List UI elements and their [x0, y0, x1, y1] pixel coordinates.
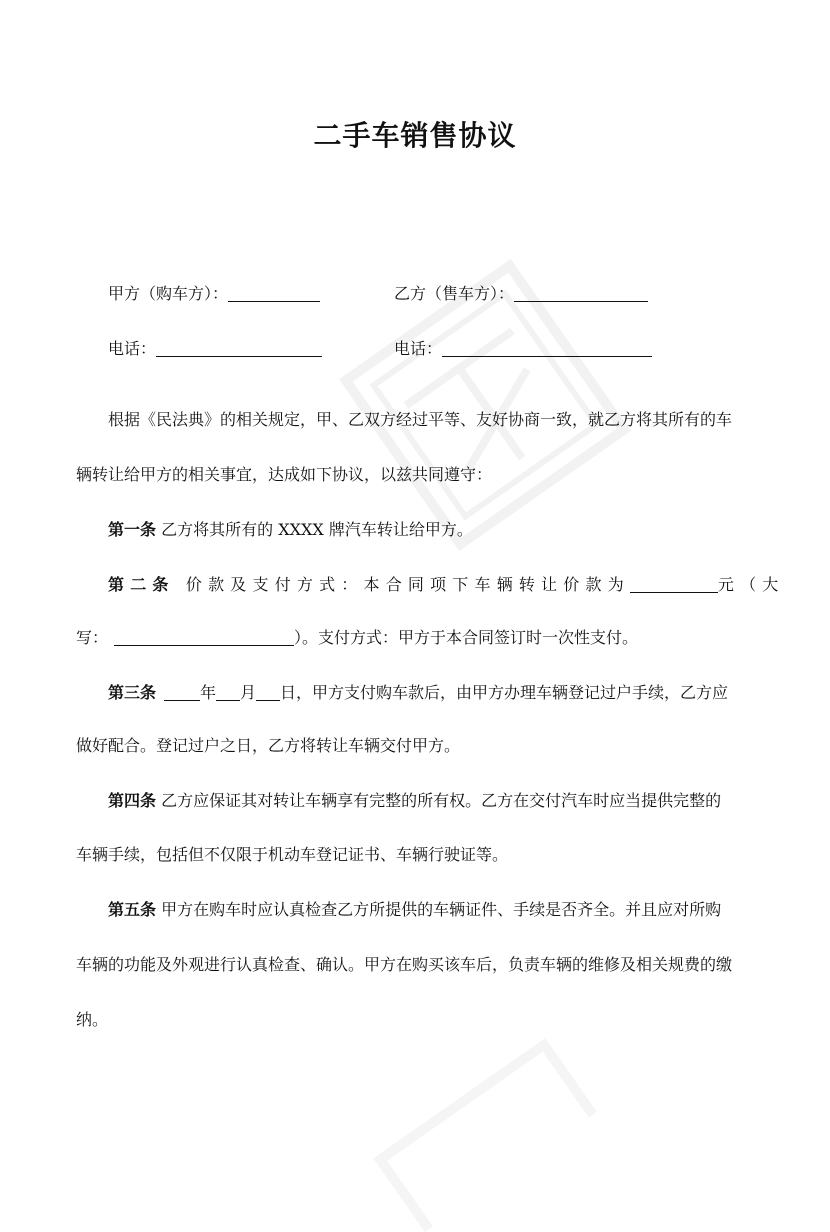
party-b-blank[interactable] [514, 285, 648, 302]
phone-b-row [394, 339, 652, 359]
phone-a-blank[interactable] [156, 340, 322, 357]
article-3-label: 第三条 [108, 683, 157, 702]
article-4-line-1 [108, 791, 721, 811]
phone-b-label: 电话： [394, 339, 443, 358]
article-2-text-b: 元（大 [717, 575, 785, 594]
month-label: 月 [240, 683, 257, 702]
preamble-line-2: 辆转让给甲方的相关事宜，达成如下协议，以兹共同遵守： [76, 465, 493, 484]
article-4-line-2: 车辆手续，包括但不仅限于机动车登记证书、车辆行驶证等。 [76, 845, 509, 864]
article-5-line-2: 车辆的功能及外观进行认真检查、确认。甲方在购买该车后，负责车辆的维修及相关规费的缴 [76, 955, 733, 974]
article-1-label: 第一条 [108, 520, 157, 539]
article-2-line-1 [108, 575, 785, 595]
phone-a-label: 电话： [108, 339, 157, 358]
article-2-label: 第二条 [108, 575, 175, 594]
price-uppercase-blank[interactable] [114, 629, 294, 646]
party-a-blank[interactable] [228, 285, 320, 302]
party-b-label: 乙方（售车方）： [394, 284, 515, 303]
article-5-text: 甲方在购车时应认真检查乙方所提供的车辆证件、手续是否齐全。并且应对所购 [156, 900, 722, 919]
month-blank[interactable] [216, 684, 240, 701]
document-title: 二手车销售协议 [313, 119, 517, 152]
article-1 [108, 520, 473, 540]
article-4-label: 第四条 [108, 791, 157, 810]
article-2-line-2-b: ）。支付方式：甲方于本合同签订时一次性支付。 [294, 628, 639, 647]
year-blank[interactable] [164, 684, 200, 701]
article-2-line-2-a: 写： [76, 628, 109, 647]
year-label: 年 [200, 683, 217, 702]
price-blank[interactable] [630, 576, 718, 593]
article-3-day-text: 日，甲方支付购车款后，由甲方办理车辆登记过户手续，乙方应 [280, 683, 729, 702]
party-b-row [394, 284, 648, 304]
preamble-line-1: 根据《民法典》的相关规定，甲、乙双方经过平等、友好协商一致，就乙方将其所有的车 [108, 410, 733, 429]
party-a-label: 甲方（购车方）： [108, 284, 229, 303]
article-3-line-2: 做好配合。登记过户之日，乙方将转让车辆交付甲方。 [76, 736, 461, 755]
day-blank[interactable] [256, 684, 280, 701]
phone-a-row [108, 339, 322, 359]
article-2-text-a: 价款及支付方式：本合同项下车辆转让价款为 [174, 575, 630, 594]
party-a-row [108, 284, 320, 304]
article-4-text: 乙方应保证其对转让车辆享有完整的所有权。乙方在交付汽车时应当提供完整的 [156, 791, 722, 810]
article-1-text: 乙方将其所有的 XXXX 牌汽车转让给甲方。 [156, 520, 473, 539]
phone-b-blank[interactable] [442, 340, 652, 357]
article-3-line-1 [108, 683, 728, 703]
watermark-icon-bottom [373, 1038, 597, 1232]
article-5-label: 第五条 [108, 900, 157, 919]
article-5-line-3: 纳。 [76, 1010, 109, 1029]
article-5-line-1 [108, 900, 721, 920]
article-2-line-2 [76, 628, 638, 648]
